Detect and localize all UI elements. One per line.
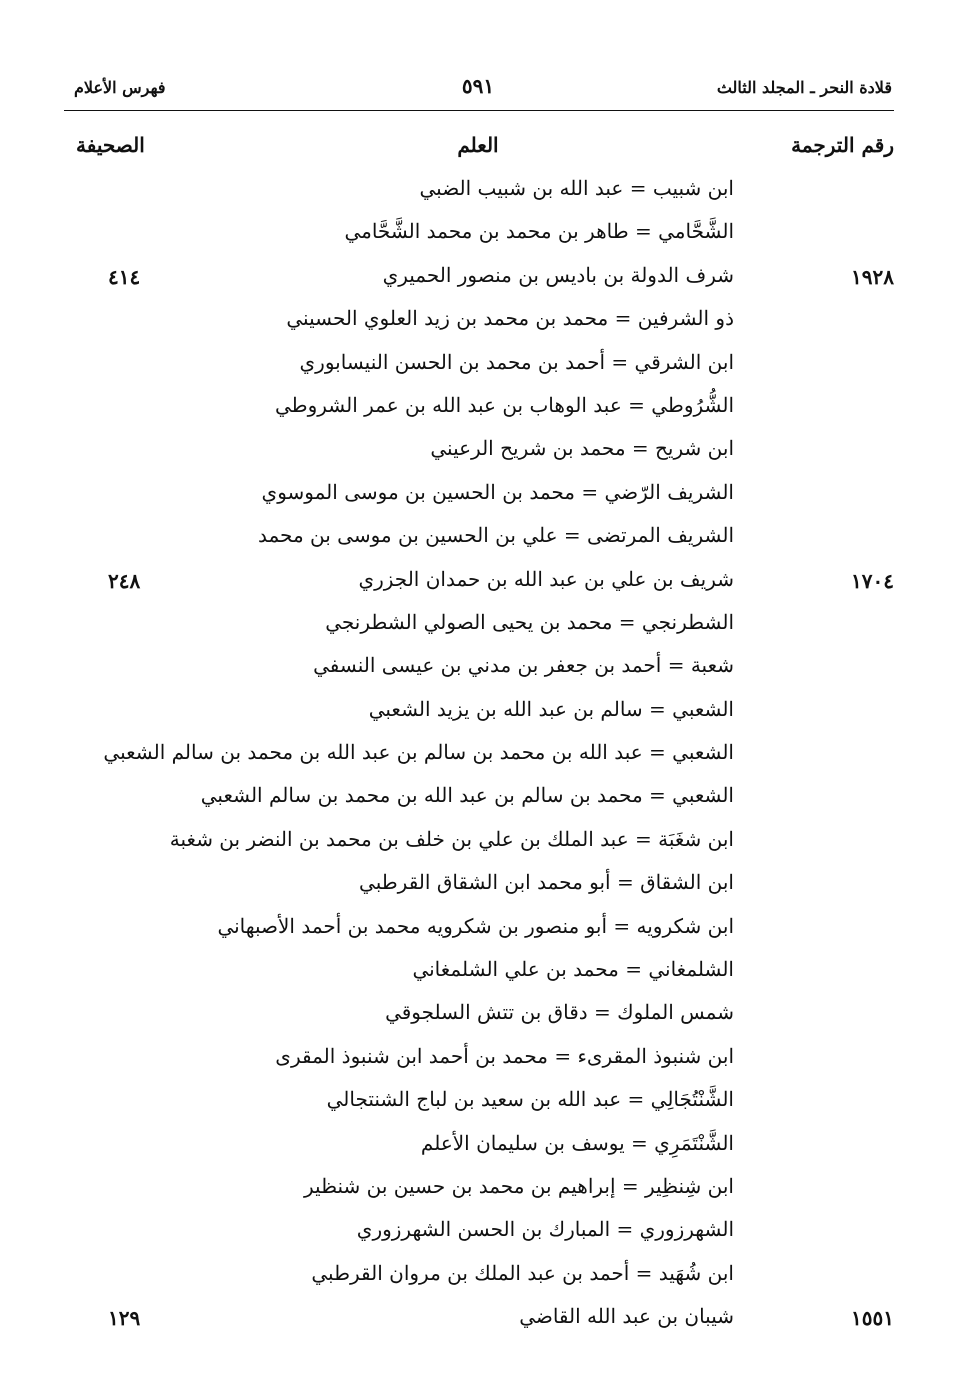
- entry-name: ابن شُهَيد = أحمد بن عبد الملك بن مروان القرطبي: [311, 1260, 734, 1285]
- book-title: قلادة النحر ـ المجلد الثالث: [716, 78, 892, 97]
- index-entry: [60, 389, 894, 432]
- entry-page: ١٢٩: [108, 1306, 141, 1331]
- index-entry: [60, 172, 894, 215]
- entry-name: الشهرزوري = المبارك بن الحسن الشهرزوري: [356, 1217, 734, 1242]
- index-entry: [60, 779, 894, 822]
- index-entry: [60, 1257, 894, 1300]
- index-entry: [60, 1170, 894, 1213]
- index-entry: [60, 866, 894, 909]
- entry-name: الشطرنجي = محمد بن يحيى الصولي الشطرنجي: [325, 609, 734, 634]
- entry-name: الشَّحَّامي = طاهر بن محمد بن محمد الشَّحَّامي: [344, 219, 734, 244]
- index-entry: [60, 1040, 894, 1083]
- section-title: فهرس الأعلام: [74, 78, 166, 97]
- index-entry: [60, 1127, 894, 1170]
- index-entry: [60, 476, 894, 519]
- entry-name: ذو الشرفين = محمد بن محمد بن زيد العلوي الحسيني: [286, 306, 734, 331]
- index-entry: [60, 302, 894, 345]
- entry-name: ابن شريح = محمد بن شريح الرعيني: [430, 436, 734, 461]
- entry-name: شيبان بن عبد الله القاضي: [519, 1304, 734, 1329]
- entry-number: ١٧٠٤: [851, 568, 894, 593]
- entry-name: ابن شِنظِير = إبراهيم بن محمد بن حسين بن شنظير: [304, 1173, 734, 1198]
- index-entry: [60, 519, 894, 562]
- column-header-entry-number: رقم الترجمة: [791, 133, 894, 157]
- index-entry: [60, 606, 894, 649]
- column-header-page: الصحيفة: [76, 133, 145, 157]
- index-entry: [60, 693, 894, 736]
- index-entry: [60, 1300, 894, 1343]
- index-entry: [60, 823, 894, 866]
- entry-name: الشريف الرّضي = محمد بن الحسين بن موسى الموسوي: [261, 479, 734, 504]
- entry-name: الشعبي = عبد الله بن محمد بن سالم بن عبد الله بن محمد بن سالم الشعبي: [103, 740, 734, 765]
- entry-name: الشَّنْتَمَرِي = يوسف بن سليمان الأعلم: [420, 1130, 734, 1155]
- index-entry: [60, 346, 894, 389]
- index-entry: [60, 736, 894, 779]
- index-entry: [60, 649, 894, 692]
- entry-name: شرف الدولة بن باديس بن منصور الحميري: [382, 262, 734, 287]
- entry-name: الشَّنْتُجَالِي = عبد الله بن سعيد بن لباج الشنتجالي: [326, 1087, 734, 1112]
- entry-name: شمس الملوك = دقاق بن تتش السلجوقي: [385, 1000, 734, 1025]
- entry-number: ١٩٢٨: [851, 264, 894, 289]
- entry-name: الشُّرُوطي = عبد الوهاب بن عبد الله بن عمر الشروطي: [274, 392, 734, 417]
- column-header-name: العلم: [457, 133, 499, 157]
- index-entry: [60, 1083, 894, 1126]
- page-number: ٥٩١: [461, 74, 495, 98]
- entry-name: شعبة = أحمد بن جعفر بن مدني بن عيسى النسفي: [313, 653, 734, 678]
- index-entry: [60, 1213, 894, 1256]
- entry-name: ابن شغَبَة = عبد الملك بن علي بن خلف بن محمد بن النضر بن شغبة: [169, 826, 734, 851]
- index-entry: [60, 259, 894, 302]
- entry-name: ابن الشرقي = أحمد بن محمد بن الحسن النيسابوري: [299, 349, 734, 374]
- entry-page: ٤١٤: [108, 264, 141, 289]
- entry-name: الشعبي = محمد بن سالم بن عبد الله بن محمد بن سالم الشعبي: [200, 783, 734, 808]
- index-entry: [60, 910, 894, 953]
- entry-name: ابن الشقاق = أبو محمد ابن الشقاق القرطبي: [359, 870, 734, 895]
- index-entries: [60, 172, 894, 1344]
- header-rule: [64, 110, 894, 111]
- entry-name: الشعبي = سالم بن عبد الله بن يزيد الشعبي: [368, 696, 734, 721]
- index-entry: [60, 996, 894, 1039]
- entry-number: ١٥٥١: [851, 1306, 894, 1331]
- entry-name: الشريف المرتضى = علي بن الحسين بن موسى بن محمد: [257, 523, 734, 548]
- index-entry: [60, 563, 894, 606]
- entry-name: شريف بن علي بن عبد الله بن حمدان الجزري: [358, 566, 734, 591]
- entry-name: ابن شبيب = عبد الله بن شبيب الضبي: [419, 176, 734, 200]
- entry-page: ٢٤٨: [108, 568, 141, 593]
- entry-name: الشلمغاني = محمد بن علي الشلمغاني: [412, 957, 734, 982]
- index-entry: [60, 432, 894, 475]
- index-entry: [60, 215, 894, 258]
- entry-name: ابن شكرويه = أبو منصور بن شكرويه محمد بن أحمد الأصبهاني: [217, 913, 734, 938]
- index-entry: [60, 953, 894, 996]
- entry-name: ابن شنبوذ المقرىء = محمد بن أحمد ابن شنبوذ المقرى: [275, 1043, 734, 1068]
